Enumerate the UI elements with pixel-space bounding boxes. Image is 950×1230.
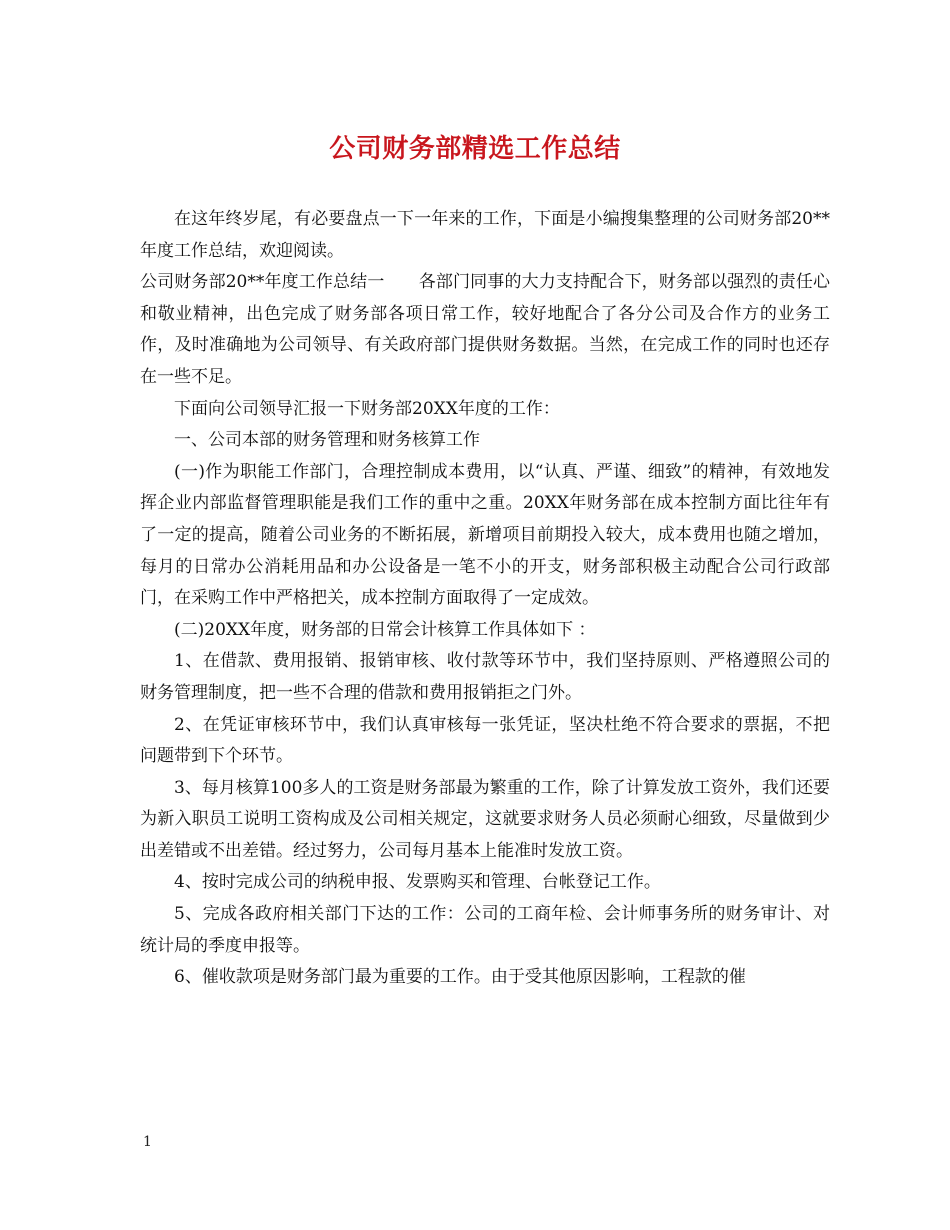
list-item: 1、在借款、费用报销、报销审核、收付款等环节中，我们坚持原则、严格遵照公司的财务管理制度，把一些不合理的借款和费用报销拒之门外。 xyxy=(140,651,830,703)
document-body xyxy=(140,204,830,994)
page-number: 1 xyxy=(143,1134,152,1150)
paragraph: 公司财务部20**年度工作总结一 各部门同事的大力支持配合下，财务部以强烈的责任心和敬业精神，出色完成了财务部各项日常工作，较好地配合了各分公司及合作方的业务工作，及时准确地为公司领导、有关政府部门提供财务数据。当然，在完成工作的同时也还存在一些不足。 xyxy=(140,272,830,387)
list-item: 5、完成各政府相关部门下达的工作：公司的工商年检、会计师事务所的财务审计、对统计局的季度申报等。 xyxy=(140,904,830,956)
paragraph: 在这年终岁尾，有必要盘点一下一年来的工作，下面是小编搜集整理的公司财务部20**年度工作总结，欢迎阅读。 xyxy=(140,209,830,261)
list-item: 4、按时完成公司的纳税申报、发票购买和管理、台帐登记工作。 xyxy=(174,872,661,893)
list-item: 6、催收款项是财务部门最为重要的工作。由于受其他原因影响，工程款的催 xyxy=(174,967,746,988)
paragraph: (一)作为职能工作部门，合理控制成本费用，以“认真、严谨、细致”的精神，有效地发挥企业内部监督管理职能是我们工作的重中之重。20XX年财务部在成本控制方面比往年有了一定的提高，随着公司业务的不断拓展，新增项目前期投入较大，成本费用也随之增加，每月的日常办公消耗用品和办公设备是一笔不小的开支，财务部积极主动配合公司行政部门，在采购工作中严格把关，成本控制方面取得了一定成效。 xyxy=(140,461,830,609)
section-heading: 一、公司本部的财务管理和财务核算工作 xyxy=(174,430,480,451)
document-title: 公司财务部精选工作总结 xyxy=(329,134,621,164)
list-item: 3、每月核算100多人的工资是财务部最为繁重的工作，除了计算发放工资外，我们还要为新入职员工说明工资构成及公司相关规定，这就要求财务人员必须耐心细致，尽量做到少出差错或不出差错。经过努力，公司每月基本上能准时发放工资。 xyxy=(140,777,830,861)
list-item: 2、在凭证审核环节中，我们认真审核每一张凭证，坚决杜绝不符合要求的票据，不把问题带到下个环节。 xyxy=(140,714,830,767)
paragraph: (二)20XX年度，财务部的日常会计核算工作具体如下 ： xyxy=(174,619,596,640)
paragraph: 下面向公司领导汇报一下财务部20XX年度的工作： xyxy=(174,398,560,419)
